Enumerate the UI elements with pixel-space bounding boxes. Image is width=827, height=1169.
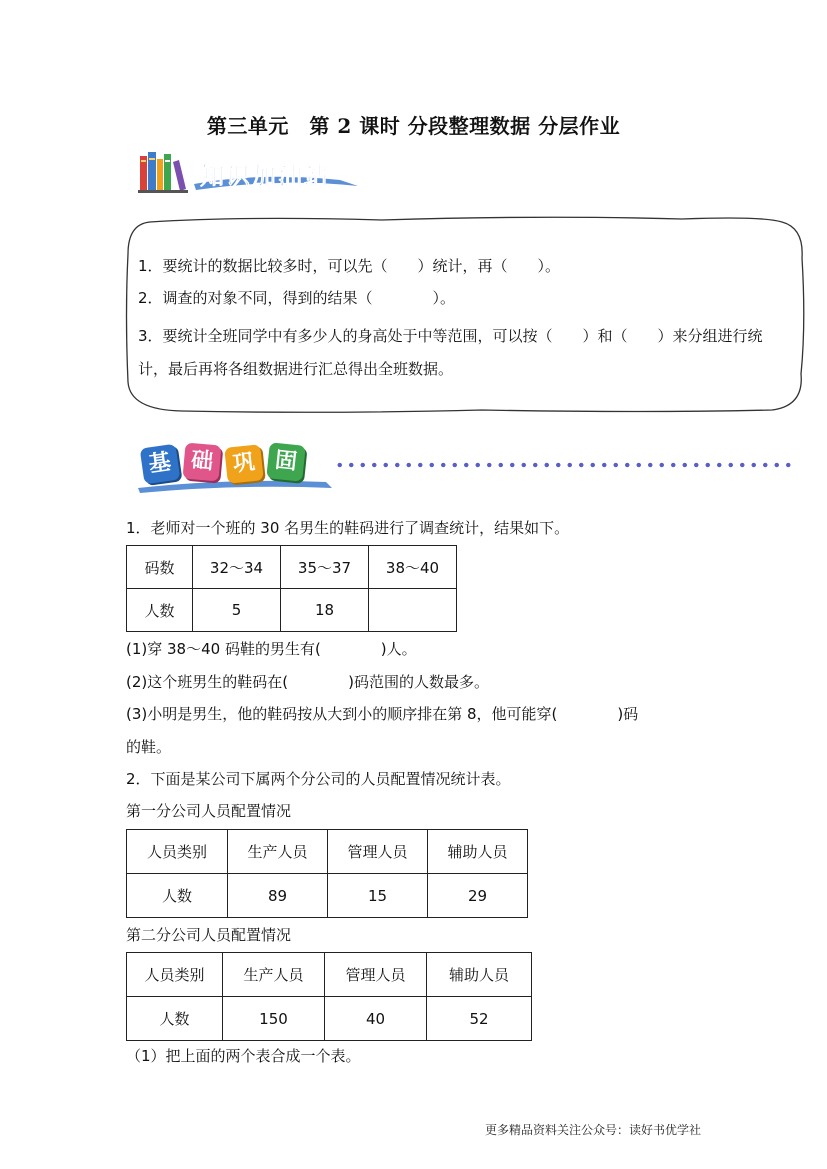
table-cell: 人数: [127, 589, 193, 632]
table-cell-blank[interactable]: [369, 589, 457, 632]
foundation-tile-4: 固: [266, 442, 306, 482]
knowledge-q1: 1．要统计的数据比较多时，可以先（ ）统计，再（ ）。: [138, 257, 561, 275]
branch1-table: [126, 829, 528, 918]
table-cell: 35～37: [281, 546, 369, 589]
table-cell: 150: [223, 997, 325, 1041]
table1-caption: 第一分公司人员配置情况: [126, 802, 292, 820]
knowledge-q2: 2．调查的对象不同，得到的结果（ ）。: [138, 289, 456, 307]
table-cell: 管理人员: [325, 953, 427, 997]
foundation-banner: [136, 438, 336, 494]
branch2-table: [126, 952, 532, 1041]
table-cell: 人员类别: [127, 830, 228, 874]
foundation-tile-2: 础: [182, 442, 221, 481]
books-icon: [138, 150, 190, 194]
exercise1-part1: (1)穿 38～40 码鞋的男生有( )人。: [126, 640, 417, 658]
table-cell: 15: [328, 874, 428, 918]
table-cell: 生产人员: [228, 830, 328, 874]
table-cell: 52: [427, 997, 532, 1041]
table-cell: 人数: [127, 874, 228, 918]
exercise1-part2: (2)这个班男生的鞋码在( )码范围的人数最多。: [126, 673, 489, 691]
table-cell: 5: [193, 589, 281, 632]
table-cell: 18: [281, 589, 369, 632]
exercise1-part3-cont: 的鞋。: [126, 738, 172, 756]
table-cell: 管理人员: [328, 830, 428, 874]
table-cell: 32～34: [193, 546, 281, 589]
table2-caption: 第二分公司人员配置情况: [126, 926, 292, 944]
footer-note: 更多精品资料关注公众号：读好书优学社: [484, 1123, 701, 1137]
exercise2-intro: 2．下面是某公司下属两个分公司的人员配置情况统计表。: [126, 770, 511, 788]
exercise2-part1: （1）把上面的两个表合成一个表。: [126, 1047, 361, 1065]
knowledge-banner: [138, 150, 360, 196]
table-cell: 人数: [127, 997, 223, 1041]
foundation-tile-1: 基: [140, 444, 181, 485]
exercise1-part3: (3)小明是男生，他的鞋码按从大到小的顺序排在第 8，他可能穿( )码: [126, 705, 639, 723]
table-cell: 89: [228, 874, 328, 918]
knowledge-banner-label: 知识加油站: [200, 162, 330, 190]
table-cell: 38～40: [369, 546, 457, 589]
exercise1-intro: 1．老师对一个班的 30 名男生的鞋码进行了调查统计，结果如下。: [126, 519, 570, 537]
foundation-tile-3: 巩: [224, 444, 264, 484]
table-cell: 人员类别: [127, 953, 223, 997]
shoe-size-table: [126, 545, 457, 632]
table-cell: 40: [325, 997, 427, 1041]
table-cell: 29: [428, 874, 528, 918]
table-cell: 码数: [127, 546, 193, 589]
dotted-separator: [334, 462, 794, 468]
page-title: 第三单元 第 2 课时 分段整理数据 分层作业: [206, 114, 621, 138]
table-cell: 生产人员: [223, 953, 325, 997]
table-cell: 辅助人员: [427, 953, 532, 997]
table-cell: 辅助人员: [428, 830, 528, 874]
knowledge-q3: 3．要统计全班同学中有多少人的身高处于中等范围，可以按（ ）和（ ）来分组进行统计，最后再将各组数据进行汇总得出全班数据。: [138, 327, 763, 378]
